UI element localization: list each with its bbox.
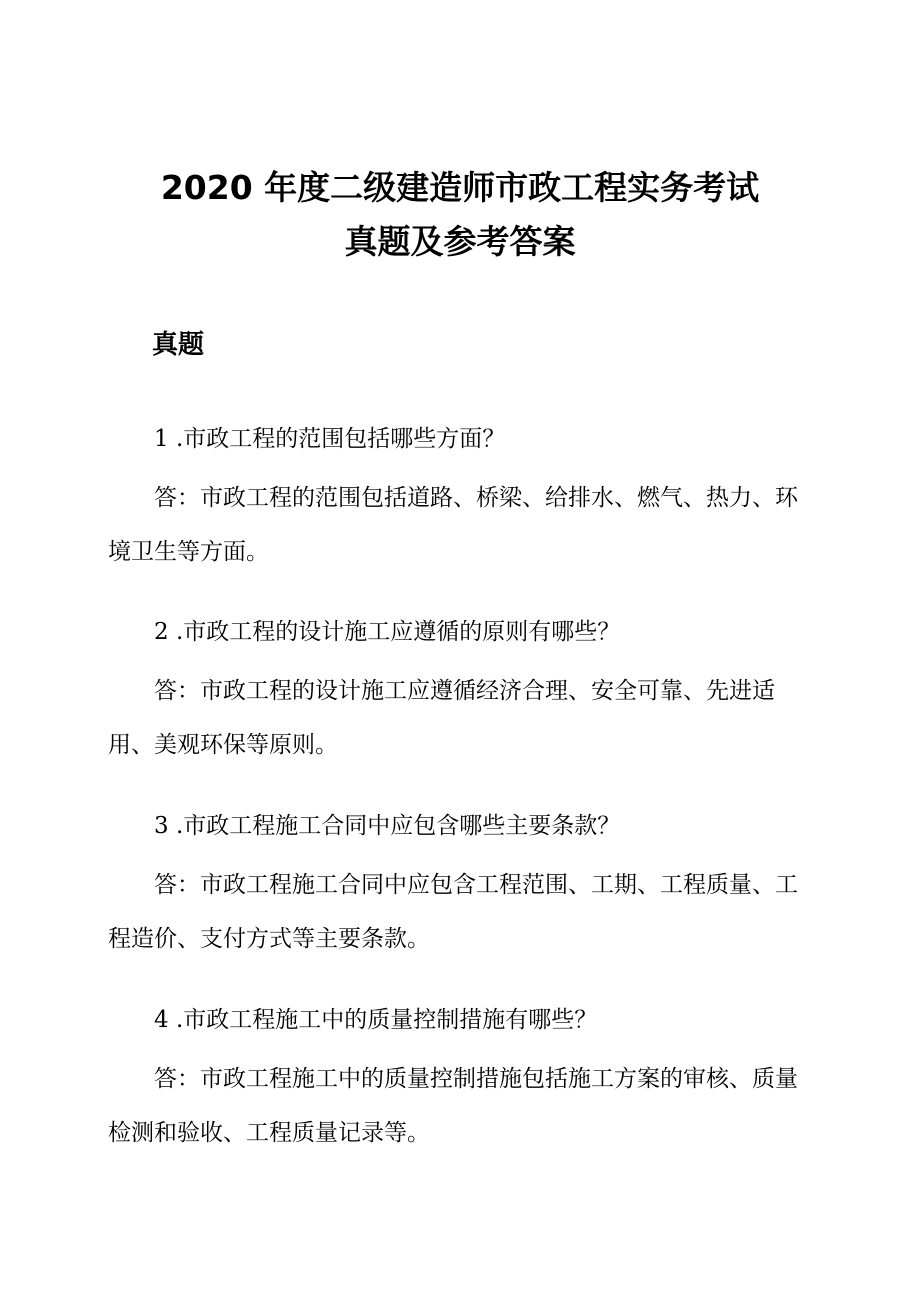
- answer-text: 答：市政工程的范围包括道路、桥梁、给排水、燃气、热力、环境卫生等方面。: [108, 485, 798, 565]
- question-text: 4 .市政工程施工中的质量控制措施有哪些？: [154, 1007, 598, 1033]
- document-title-line-2: 真题及参考答案: [344, 222, 576, 261]
- document-title-line-1: 2020 年度二级建造师市政工程实务考试: [160, 168, 760, 207]
- answer-text: 答：市政工程施工中的质量控制措施包括施工方案的审核、质量检测和验收、工程质量记录等。: [108, 1066, 798, 1146]
- qa-item-4: [108, 1000, 808, 1160]
- qa-item-3: [108, 806, 808, 966]
- section-heading: 真题: [152, 330, 205, 360]
- answer-text: 答：市政工程的设计施工应遵循经济合理、安全可靠、先进适用、美观环保等原则。: [108, 678, 775, 758]
- question-text: 2 .市政工程的设计施工应遵循的原则有哪些？: [154, 619, 621, 645]
- answer-text: 答：市政工程施工合同中应包含工程范围、工期、工程质量、工程造价、支付方式等主要条款。: [108, 872, 798, 952]
- qa-item-2: [108, 612, 808, 772]
- question-text: 3 .市政工程施工合同中应包含哪些主要条款？: [154, 813, 621, 839]
- qa-item-1: [108, 419, 808, 579]
- question-text: 1 .市政工程的范围包括哪些方面？: [154, 426, 506, 452]
